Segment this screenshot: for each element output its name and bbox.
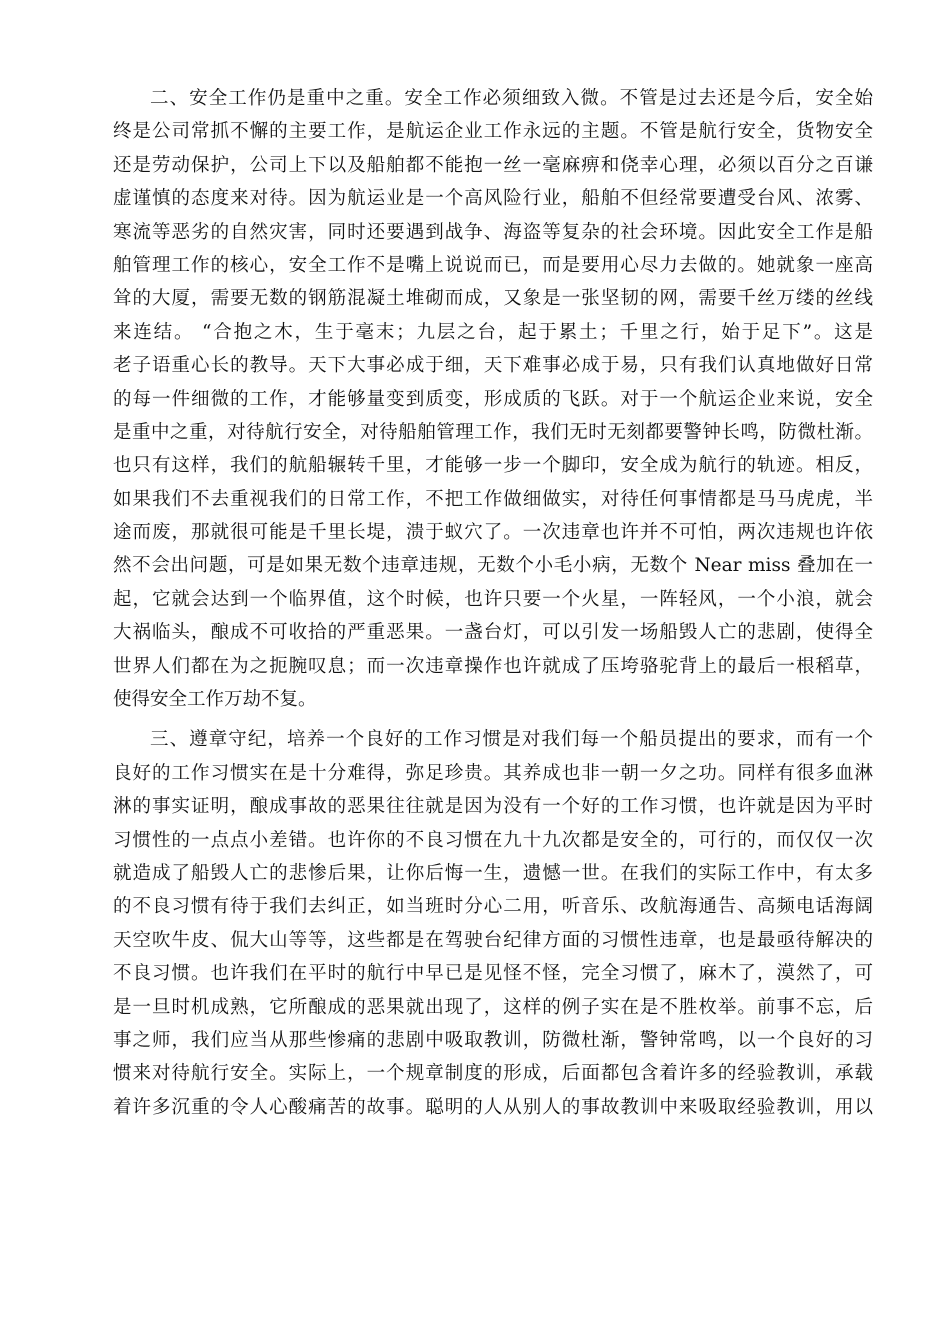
text-line: 虚谨慎的态度来对待。因为航运业是一个高风险行业，船舶不但经常要遭受台风、浓雾、: [113, 188, 873, 210]
text-line: 惯来对待航行安全。实际上，一个规章制度的形成，后面都包含着许多的经验教训，承载: [113, 1063, 873, 1085]
text-line: 着许多沉重的令人心酸痛苦的故事。聪明的人从别人的事故教训中来吸取经验教训，用以: [113, 1096, 873, 1118]
text-line: 耸的大厦，需要无数的钢筋混凝土堆砌而成，又象是一张坚韧的网，需要千丝万缕的丝线: [113, 288, 873, 310]
text-line: 然不会出问题，可是如果无数个违章违规，无数个小毛小病，无数个 Near miss 叠加在一: [113, 555, 873, 577]
text-line: 世界人们都在为之扼腕叹息；而一次违章操作也许就成了压垮骆驼背上的最后一根稻草，: [113, 655, 873, 677]
text-line: 天空吹牛皮、侃大山等等，这些都是在驾驶台纪律方面的习惯性违章，也是最亟待解决的: [113, 929, 873, 951]
text-line: 事之师，我们应当从那些惨痛的悲剧中吸取教训，防微杜渐，警钟常鸣，以一个良好的习: [113, 1029, 873, 1051]
text-line: 大祸临头，酿成不可收拾的严重恶果。一盏台灯，可以引发一场船毁人亡的悲剧，使得全: [113, 622, 873, 644]
text-line: 终是公司常抓不懈的主要工作，是航运企业工作永远的主题。不管是航行安全，货物安全: [113, 121, 873, 143]
text-line: 就造成了船毁人亡的悲惨后果，让你后悔一生，遗憾一世。在我们的实际工作中，有太多: [113, 862, 873, 884]
text-line: 还是劳动保护，公司上下以及船舶都不能抱一丝一毫麻痹和侥幸心理，必须以百分之百谦: [113, 154, 873, 176]
text-line: 不良习惯。也许我们在平时的航行中早已是见怪不怪，完全习惯了，麻木了，漠然了，可: [113, 963, 873, 985]
text-line: 三、遵章守纪，培养一个良好的工作习惯是对我们每一个船员提出的要求，而有一个: [150, 729, 873, 751]
paragraph-spacer: [113, 716, 873, 723]
text-line: 舶管理工作的核心，安全工作不是嘴上说说而已，而是要用心尽力去做的。她就象一座高: [113, 254, 873, 276]
text-line: 习惯性的一点点小差错。也许你的不良习惯在九十九次都是安全的，可行的，而仅仅一次: [113, 829, 873, 851]
body-text: [113, 82, 873, 1124]
text-line: 是重中之重，对待航行安全，对待船舶管理工作，我们无时无刻都要警钟长鸣，防微杜渐。: [113, 421, 873, 443]
text-line: 也只有这样，我们的航船辗转千里，才能够一步一个脚印，安全成为航行的轨迹。相反，: [113, 455, 873, 477]
text-line: 的每一件细微的工作，才能够量变到质变，形成质的飞跃。对于一个航运企业来说，安全: [113, 388, 873, 410]
paragraph-work-habits: [113, 723, 873, 1124]
text-line: 是一旦时机成熟，它所酿成的恶果就出现了，这样的例子实在是不胜枚举。前事不忘，后: [113, 996, 873, 1018]
text-line: 如果我们不去重视我们的日常工作，不把工作做细做实，对待任何事情都是马马虎虎，半: [113, 488, 873, 510]
text-line: 使得安全工作万劫不复。: [113, 689, 317, 711]
text-line: 来连结。 “合抱之木，生于毫末；九层之台，起于累土；千里之行，始于足下”。这是: [113, 321, 873, 343]
text-line: 二、安全工作仍是重中之重。安全工作必须细致入微。不管是过去还是今后，安全始: [150, 88, 873, 109]
text-line: 的不良习惯有待于我们去纠正，如当班时分心二用，听音乐、改航海通告、高频电话海阔: [113, 896, 873, 918]
text-line: 途而废，那就很可能是千里长堤，溃于蚁穴了。一次违章也许并不可怕，两次违规也许依: [113, 522, 873, 544]
text-line: 起，它就会达到一个临界值，这个时候，也许只要一个火星，一阵轻风，一个小浪，就会: [113, 588, 873, 610]
text-line: 良好的工作习惯实在是十分难得，弥足珍贵。其养成也非一朝一夕之功。同样有很多血淋: [113, 762, 873, 784]
text-line: 寒流等恶劣的自然灾害，同时还要遇到战争、海盗等复杂的社会环境。因此安全工作是船: [113, 221, 873, 243]
paragraph-safety: [113, 82, 873, 716]
text-line: 淋的事实证明，酿成事故的恶果往往就是因为没有一个好的工作习惯，也许就是因为平时: [113, 796, 873, 818]
text-line: 老子语重心长的教导。天下大事必成于细，天下难事必成于易，只有我们认真地做好日常: [113, 355, 873, 377]
